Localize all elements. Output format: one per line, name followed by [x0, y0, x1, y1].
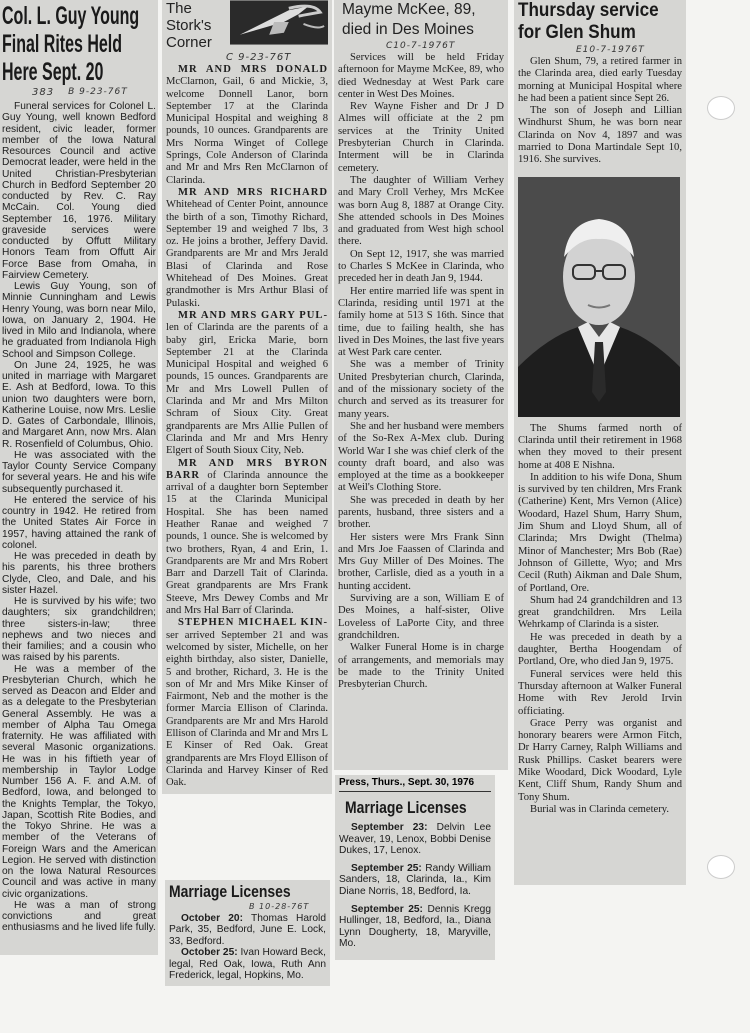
- paragraph: He was associated with the Taylor County Service Company for several years. He and his wife subsequently purchased it.: [2, 449, 156, 495]
- section-title: Marriage Licenses: [345, 798, 467, 817]
- paragraph: The Shums farmed north of Clarinda until their retirement in 1968 when they moved to their present home at 408 E Nishna.: [518, 422, 682, 471]
- marriage-licenses-clipping-october: [165, 880, 330, 987]
- paragraph: [166, 64, 328, 187]
- binder-hole: [707, 96, 735, 120]
- paragraph-lead: MR AND MRS DONALD: [178, 64, 328, 75]
- license-date: September 25:: [351, 903, 423, 915]
- license-entry: [339, 822, 491, 857]
- handwritten-note: C10-7-1976T: [386, 41, 456, 51]
- dateline: Press, Thurs., Sept. 30, 1976: [339, 777, 491, 792]
- header-line-2: Stork's: [166, 17, 212, 34]
- headline-line-2: for Glen Shum: [518, 22, 636, 43]
- paragraph-text: McClarnon, Gail, 6 and Mickie, 3, welcome Donnell Lanor, born September 17 at the Clarinda Municipal Hospital and weighing 8 pounds, 10 ounces. Grandparents are Mrs Norma Winget of College Springs, Cole Anderson of Clarinda and Mr and Mrs Ren McClarnon of Clarinda.: [166, 76, 328, 186]
- handwritten-note: C 9-23-76T: [226, 52, 292, 63]
- license-list: [339, 822, 491, 950]
- paragraph: The son of Joseph and Lillian Windhurst Shum, he was born near Clarinda on Nov 4, 1897 and was married to Dona Martindale Sept 10, 1916. She survives.: [518, 105, 682, 166]
- paragraph: Lewis Guy Young, son of Minnie Cunningham and Lewis Henry Young, was born near Milo, Iowa, on January 2, 1904. He lived in Milo and Indianola, where he graduated from Indianola High School and Simpson College.: [2, 281, 156, 360]
- paragraph: Her sisters were Mrs Frank Sinn and Mrs Joe Faassen of Clarinda and Mrs Guy Miller of Des Moines. The brother, Carlisle, died as a youth in a hunting accident.: [338, 531, 504, 592]
- paragraph-lead: MR AND MRS RICHARD: [178, 186, 328, 198]
- header-line-3: Corner: [166, 34, 212, 51]
- paragraph: He was a member of the Presbyterian Church, which he served as Deacon and Elder and as a delegate to the Presbyterian General Assembly. He was a member of Alpha Tau Omega fraternity. He was affiliated with several Masonic organizations. He was in his fiftieth year of membership in Taylor Lodge Number 156 A. F. and A.M. of Bedford, Iowa, and belonged to the Knights Templar, the Tokyo, Japan, Scottish Rite Bodies, and the Tokyo Shrine. He was a member of the Veterans of Foreign Wars and the American Legion. He served with distinction on the Iowa Natural Resources Council and was active in many civic organizations.: [2, 663, 156, 900]
- paragraph-text: of Clarinda announce the arrival of a daughter born September 15 at the Clarinda Municipal Hospital. She has been named Heather Ranae and weighed 7 pounds, 1 ounce. She is welcomed by two brothers, Ryan, 4 and Erin, 1. Grandparents are Mr and Mrs Robert Barr and Darzell Tait of Clarinda. Great grandparents are Mrs Frank Steeve, Mrs Dewey Combs and Mr and Mrs Hal Barr of Clarinda.: [166, 469, 328, 617]
- section-title: Marriage Licenses: [169, 881, 291, 901]
- paragraph: Shum had 24 grandchildren and 13 great grandchildren. Mrs Leila Wehrkamp of Clarinda is a sister.: [518, 594, 682, 631]
- handwritten-note: 383: [32, 87, 55, 98]
- paragraph: [166, 458, 328, 618]
- license-date: September 23:: [351, 822, 428, 833]
- license-text: Dennis Kregg Hullinger, 18, Bedford, Ia., Diana Lynn Dougherty, 18, Maryville, Mo.: [339, 903, 491, 950]
- headline-line-1: Thursday service: [518, 0, 659, 21]
- paragraph: Surviving are a son, William E of Des Moines, a half-sister, Olive Loveless of LaPorte City, and three grandchildren.: [338, 593, 504, 641]
- paragraph: The daughter of William Verhey and Mary Croll Verhey, Mrs McKee was born Aug 8, 1887 at Orange City. She attended schools in Des Moines and graduated from West high school there.: [338, 174, 504, 248]
- license-text: Ivan Howard Beck, legal, Red Oak, Iowa, Ruth Ann Frederick, legal, Hopkins, Mo.: [169, 947, 326, 982]
- paragraph-lead: MR AND MRS GARY PUL-: [178, 309, 328, 321]
- license-date: October 25:: [181, 947, 238, 959]
- paragraph: In addition to his wife Dona, Shum is survived by ten children, Mrs Frank (Catherine) Kent, Mrs Vernon (Alice) Woodard, Hazel Shum, Harry Shum, Jim Shum and Lloyd Shum, all of Clarinda; Mrs Dwight (Thelma) Minor of Manchester; Mrs Bob (Rae) Johnson of Gillette, Wyo; and Mrs Cecil (Ruth) Aikman and Dale Shum, of Portland, Ore.: [518, 471, 682, 594]
- paragraph: Funeral services were held this Thursday afternoon at Walker Funeral Home with Rev Jerold Irvin officiating.: [518, 668, 682, 717]
- handwritten-note: B 9-23-76T: [68, 87, 128, 97]
- paragraph: On Sept 12, 1917, she was married to Charles S McKee in Clarinda, who preceded her in death Jan 9, 1944.: [338, 248, 504, 285]
- paragraph: Rev Wayne Fisher and Dr J D Almes will officiate at the 2 pm services at the Trinity United Presbyterian Church in Clarinda. Interment will be in Clarinda cemetery.: [338, 101, 504, 174]
- paragraph: Burial was in Clarinda cemetery.: [530, 803, 670, 815]
- article-body-top: [518, 56, 682, 167]
- headline-line-2: died in Des Moines: [342, 21, 474, 38]
- license-entry: [339, 904, 491, 950]
- paragraph: He was a man of strong convictions and great enthusiasms and he lived life fully.: [2, 899, 156, 934]
- paragraph: He entered the service of his country in 1942. He retired from the United States Air Force in 1957, having attained the rank of colonel.: [2, 494, 156, 551]
- license-list: [169, 913, 326, 983]
- portrait-photo: [518, 177, 680, 417]
- article-body: [2, 101, 156, 934]
- paragraph: [166, 187, 328, 310]
- paragraph: Walker Funeral Home is in charge of arrangements, and memorials may be made to the Trinity United Presbyterian Church.: [338, 642, 504, 691]
- paragraph: He was preceded in death by his parents, his three brothers Clyde, Cleo, and Dale, and his sister Hazel.: [2, 551, 156, 596]
- paragraph: Glen Shum, 79, a retired farmer in the Clarinda area, died early Tuesday morning at Municipal Hospital where he had been a patient since Sept 26.: [518, 56, 682, 104]
- paragraph: [166, 617, 328, 789]
- paragraph-text: ser arrived September 21 and was welcomed by sister, Michelle, on her eighth birthday, also sister, Danielle, 5 and brother, Richard, 3. He is the son of Mr and Mrs Mike Kinser of Fairmont, Neb and the mother is the former Marcia Ellison of Clarinda. Grandparents are Mr and Mrs Harold Ellison of Clarinda and Mr and Mrs L E Kinser of Red Oak. Great grandparents are Mrs Floyd Ellison of Clarinda and Harvey Kinser of Red Oak.: [166, 629, 328, 789]
- stork-icon: [230, 0, 328, 45]
- license-date: September 25:: [351, 862, 422, 874]
- paragraph-lead: MR AND MRS BYRON BARR: [166, 457, 328, 481]
- paragraph: Her entire married life was spent in Clarinda, residing until 1971 at the family home at 513 S 16th. Since that time, due to failing health, she has lived in Des Moines, the last five years at West Park care center.: [338, 285, 504, 359]
- storks-corner-clipping: [162, 0, 332, 794]
- license-text: Delvin Lee Weaver, 19, Lenox, Bobbi Denise Dukes, 17, Lenox.: [339, 822, 491, 857]
- paragraph-text: len of Clarinda are the parents of a baby girl, Ericka Marie, born September 21 at the Clarinda Municipal Hospital and weighed 6 pounds, 15 ounces. Grandparents are Mr and Mrs Lowell Pullen of Clarinda and Mr and Mrs Milton Schram of Sioux City. Great grandparents are Mrs Allie Pullen of Clarinda and Mr and Mrs Henry Elgert of South Sioux City, Neb.: [166, 322, 328, 457]
- handwritten-note: B 10-28-76T: [249, 901, 310, 911]
- license-entry: [169, 947, 326, 982]
- paragraph: Funeral services for Colonel L. Guy Young, well known Bedford resident, civic leader, former member of the Iowa Natural Resources Council and active Democrat leader, were held in the United Christian-Presbyterian Church in Bedford September 20 conducted by Rev. C. Ray McCain. Col. Young died September 16, 1976. Military graveside services were conducted by Offutt Military Honors Team from Offutt Air Force Base from Omaha, in Fairview Cemetery.: [2, 101, 156, 281]
- paragraph-text: Whitehead of Center Point, announce the birth of a son, Timothy Richard, September 19 and weighed 7 lbs, 3 oz. He joins a brother, Jeffery David. Grandparents are Mr and Mrs Jerald Blasi of Clarinda and Rose Whitehead of Des Moines. Great grandmother is Mrs Arthur Blasi of Pulaski.: [166, 199, 328, 309]
- binder-hole: [707, 855, 735, 879]
- storks-corner-header: [166, 0, 328, 51]
- headline-line-1: Mayme McKee, 89,: [342, 1, 476, 18]
- marriage-licenses-clipping-september: [335, 775, 495, 960]
- license-date: October 20:: [181, 912, 243, 924]
- headline-line-1: Col. L. Guy Young: [2, 2, 140, 30]
- license-entry: [339, 863, 491, 898]
- paragraph: She and her husband were members of the So-Rex A-Mex club. During World War I she was chief clerk of the county draft board, and also was employed at the time as a bookkeeper at Weil's Clothing Store.: [338, 420, 504, 494]
- header-line-1: The: [166, 0, 192, 17]
- article-body: [338, 52, 504, 691]
- paragraph: He was preceded in death by a daughter, Bertha Hoogendam of Portland, Ore, who died Jan 9, 1975.: [518, 631, 682, 668]
- birth-announcements: [166, 64, 328, 790]
- headline-line-3: Here Sept. 20: [2, 58, 104, 86]
- headline-line-2: Final Rites Held: [2, 30, 123, 58]
- paragraph-lead: STEPHEN MICHAEL KIN-: [178, 617, 328, 629]
- paragraph: Grace Perry was organist and honorary bearers were Armon Fitch, Dr Harry Carney, Ralph Williams and Rusk Phillips. Casket bearers were Mike Woodard, Dick Woodard, Lyle Kent, Cliff Shum, Randy Shum and Tony Shum.: [518, 717, 682, 803]
- handwritten-note: E10-7-1976T: [576, 45, 645, 55]
- paragraph: On June 24, 1925, he was united in marriage with Margaret E. Ash at Bedford, Iowa. To this union two daughters were born, Katherine Louise, now Mrs. Leslie D. Gates of Carbondale, Illinois, and Margaret Ann, now Mrs. Alan R. Rosenfield of Columbus, Ohio.: [2, 359, 156, 450]
- paragraph: [166, 310, 328, 458]
- paragraph: Services will be held Friday afternoon for Mayme McKee, 89, who died Wednesday at West Park care center in West Des Moines.: [338, 52, 504, 100]
- paragraph: She was a member of Trinity United Presbyterian church, Clarinda, and of the missionary society of the church and served as its treasurer for many years.: [338, 359, 504, 420]
- glen-shum-obituary-clipping: [514, 0, 686, 885]
- guy-young-obituary-clipping: [0, 0, 158, 955]
- paragraph: He is survived by his wife; two daughters; six grandchildren; three sisters-in-law; three nephews and two nieces and their families; and a cousin who was raised by his parents.: [2, 596, 156, 664]
- paragraph: She was preceded in death by her parents, husband, three sisters and a brother.: [338, 494, 504, 531]
- license-text: Randy William Sanders, 18, Clarinda, Ia., Kim Diane Norris, 18, Bedford, Ia.: [339, 862, 491, 897]
- mayme-mckee-obituary-clipping: [334, 0, 508, 770]
- license-entry: [169, 913, 326, 948]
- license-text: Thomas Harold Park, 35, Bedford, June E. Lock, 33, Bedford.: [169, 912, 326, 947]
- article-body-bottom: [518, 423, 682, 817]
